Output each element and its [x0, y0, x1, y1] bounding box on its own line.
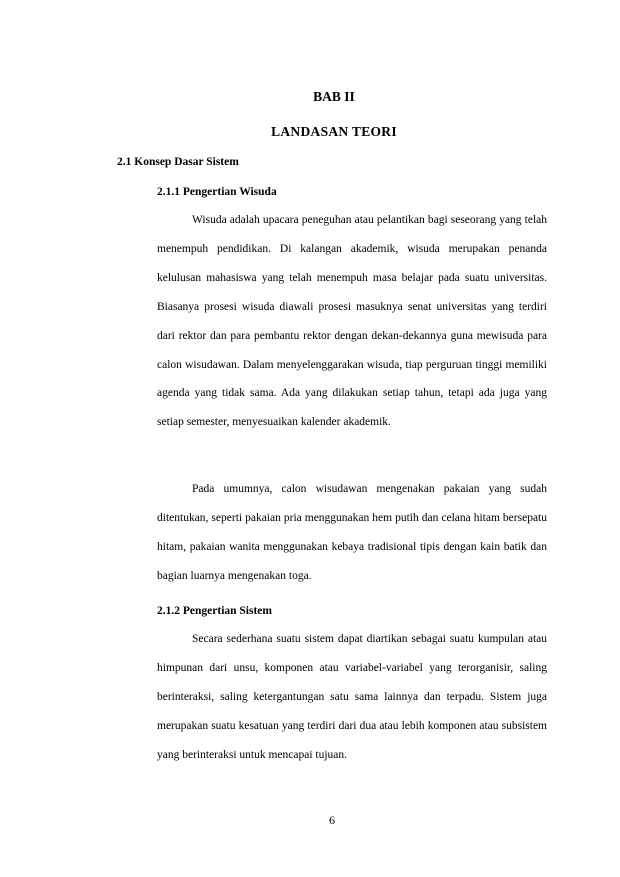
subsection-heading-sistem: 2.1.2 Pengertian Sistem — [157, 605, 272, 617]
paragraph-wisuda-1: Wisuda adalah upacara peneguhan atau pelantikan bagi seseorang yang telah menempuh pendidikan. Di kalangan akademik, wisuda merupakan penanda kelulusan mahasiswa yang telah menempuh masa belajar pada suatu universitas. Biasanya prosesi wisuda diawali prosesi masuknya senat universitas yang terdiri dari rektor dan para pembantu rektor dengan dekan-dekannya guna mewisuda para calon wisudawan. Dalam menyelenggarakan wisuda, tiap perguruan tinggi memiliki agenda yang tidak sama. Ada yang dilakukan setiap tahun, tetapi ada juga yang setiap semester, menyesuaikan kalender akademik. — [157, 214, 547, 429]
page-number: 6 — [329, 813, 335, 827]
chapter-title: LANDASAN TEORI — [271, 124, 397, 139]
subsection-heading-wisuda: 2.1.1 Pengertian Wisuda — [157, 186, 277, 198]
chapter-label: BAB II — [313, 89, 355, 104]
paragraph-wisuda-2: Pada umumnya, calon wisudawan mengenakan pakaian yang sudah ditentukan, seperti pakaian pria menggunakan hem putih dan celana hitam bersepatu hitam, pakaian wanita menggunakan kebaya tradisional tipis dengan kain batik dan bagian luarnya mengenakan toga. — [157, 483, 547, 582]
section-heading: 2.1 Konsep Dasar Sistem — [117, 156, 239, 168]
paragraph-sistem-1: Secara sederhana suatu sistem dapat diartikan sebagai suatu kumpulan atau himpunan dari unsu, komponen atau variabel-variabel yang terorganisir, saling berinteraksi, saling ketergantungan satu sama lainnya dan terpadu. Sistem juga merupakan suatu kesatuan yang terdiri dari dua atau lebih komponen atau subsistem yang berinteraksi untuk mencapai tujuan. — [157, 633, 547, 761]
